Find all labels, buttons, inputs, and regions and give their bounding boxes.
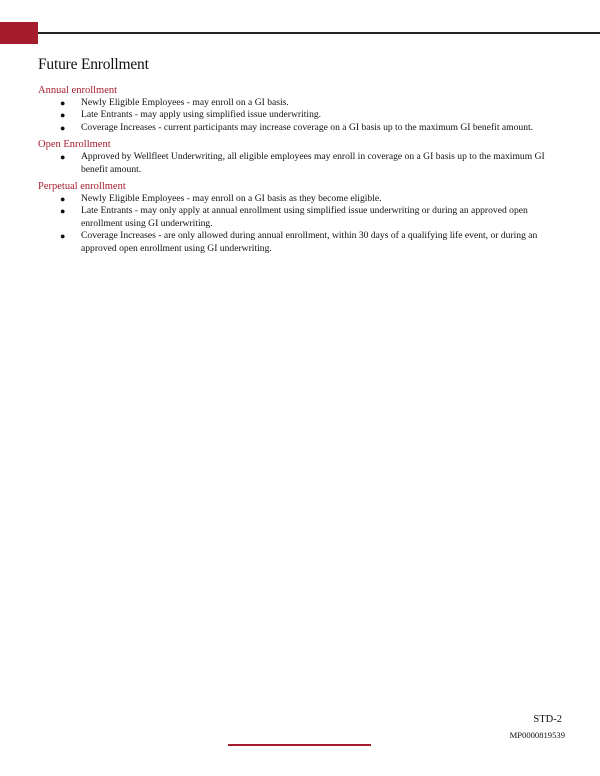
list-item — [38, 193, 568, 205]
section-heading: Open Enrollment — [38, 139, 111, 151]
bullet-icon: ● — [60, 122, 66, 133]
list-item-text: Newly Eligible Employees - may enroll on a GI basis. — [81, 97, 289, 108]
list-item-text: Newly Eligible Employees - may enroll on a GI basis as they become eligible. — [81, 193, 382, 205]
bullet-list — [38, 97, 568, 134]
section-heading: Annual enrollment — [38, 85, 118, 96]
page-number: STD-2 — [533, 714, 562, 725]
bullet-icon: ● — [60, 110, 66, 121]
list-item-text: Coverage Increases - current participants may increase coverage on a GI basis up to the maximum GI benefit amount. — [81, 121, 534, 133]
header-accent-block — [0, 22, 38, 44]
bullet-icon: ● — [60, 98, 66, 108]
list-item — [38, 230, 568, 255]
document-body — [38, 56, 568, 259]
section-perpetual-enrollment — [38, 180, 568, 255]
header-rule — [38, 32, 600, 34]
section-heading: Perpetual enrollment — [38, 181, 126, 193]
list-item — [38, 97, 568, 109]
section-annual-enrollment — [38, 84, 568, 134]
bullet-icon: ● — [60, 194, 66, 205]
list-item — [38, 122, 568, 134]
bullet-list — [38, 193, 568, 255]
list-item-text: Approved by Wellfleet Underwriting, all eligible employees may enroll in coverage on a GI basis up to the maximum GI benefit amount. — [81, 151, 545, 175]
section-open-enrollment — [38, 138, 568, 176]
bullet-icon: ● — [60, 231, 66, 242]
bullet-icon: ● — [60, 206, 66, 217]
list-item-text: Coverage Increases - are only allowed during annual enrollment, within 30 days of a qualifying life event, or during an approved open enrollment using GI underwriting. — [81, 230, 538, 254]
list-item — [38, 151, 568, 176]
bullet-list — [38, 151, 568, 176]
list-item-text: Late Entrants - may apply using simplified issue underwriting. — [81, 109, 322, 121]
list-item-text: Late Entrants - may only apply at annual enrollment using simplified issue underwriting or during an approved open enrollment using GI underwriting. — [81, 205, 528, 229]
footer-rule — [228, 744, 371, 746]
bullet-icon: ● — [60, 152, 66, 163]
list-item — [38, 109, 568, 121]
document-id: MP0000819539 — [509, 730, 565, 740]
page-title: Future Enrollment — [38, 56, 149, 73]
list-item — [38, 205, 568, 230]
